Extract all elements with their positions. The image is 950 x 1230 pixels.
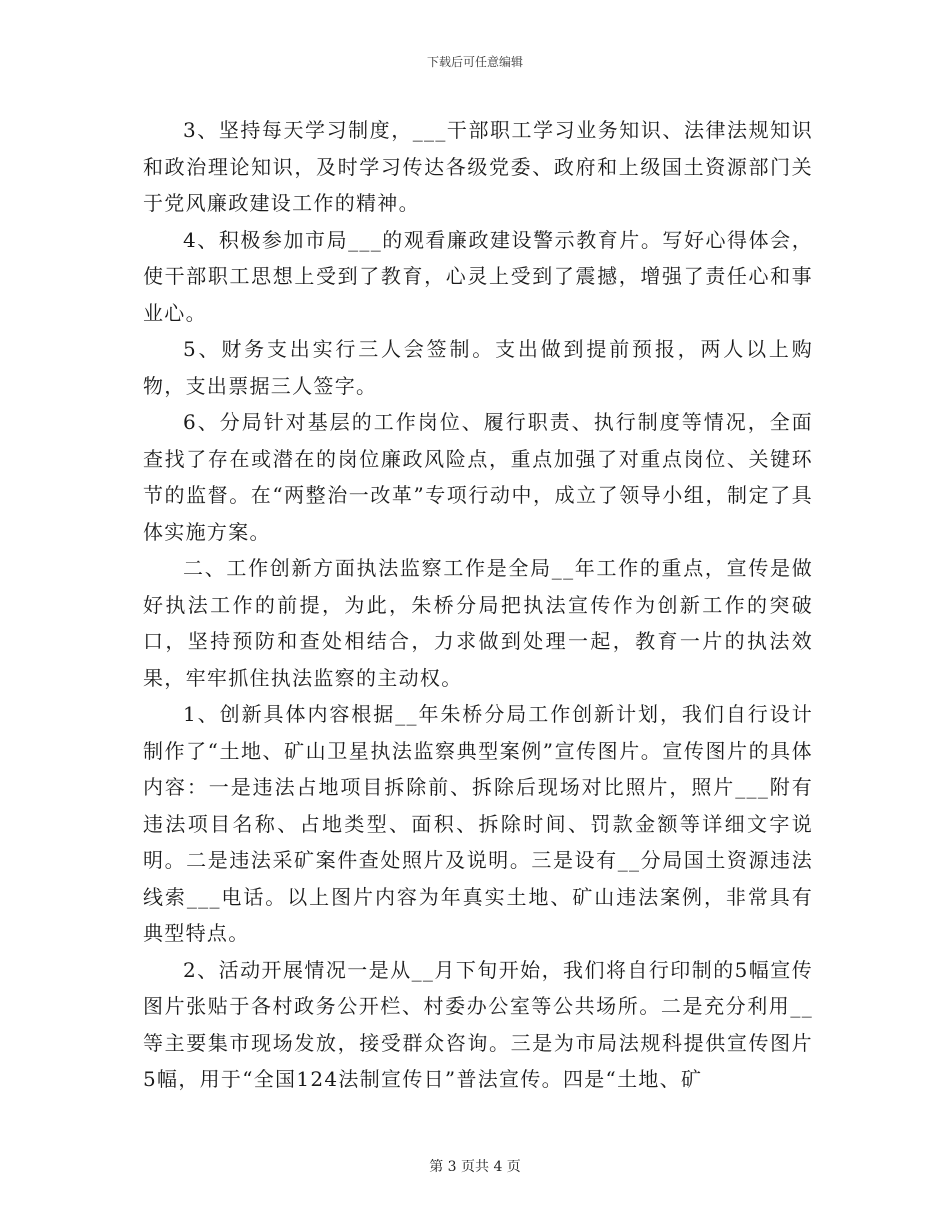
page-footer: 第 3 页共 4 页 xyxy=(429,1159,521,1175)
paragraph: 2、活动开展情况一是从__月下旬开始，我们将自行印制的5幅宣传图片张贴于各村政务公开栏、村委办公室等公共场所。二是充分利用__等主要集市现场发放，接受群众咨询。三是为市局法规科提供宣传图片5幅，用于“全国124法制宣传日”普法宣传。四是“土地、矿 xyxy=(143,957,813,1091)
paragraph: 4、积极参加市局___的观看廉政建设警示教育片。写好心得体会，使干部职工思想上受到了教育，心灵上受到了震撼，增强了责任心和事业心。 xyxy=(143,227,813,325)
paragraph: 二、工作创新方面执法监察工作是全局__年工作的重点，宣传是做好执法工作的前提，为此，朱桥分局把执法宣传作为创新工作的突破口，坚持预防和查处相结合，力求做到处理一起，教育一片的执法效果，牢牢抓住执法监察的主动权。 xyxy=(143,556,813,690)
paragraph: 5、财务支出实行三人会签制。支出做到提前预报，两人以上购物，支出票据三人签字。 xyxy=(143,337,813,398)
paragraph: 3、坚持每天学习制度，___干部职工学习业务知识、法律法规知识和政治理论知识，及时学习传达各级党委、政府和上级国土资源部门关于党风廉政建设工作的精神。 xyxy=(143,118,813,215)
document-body xyxy=(143,112,813,1098)
page-header: 下载后可任意编辑 xyxy=(426,55,523,69)
paragraph: 6、分局针对基层的工作岗位、履行职责、执行制度等情况，全面查找了存在或潜在的岗位廉政风险点，重点加强了对重点岗位、关键环节的监督。在“两整治一改革”专项行动中，成立了领导小组，制定了具体实施方案。 xyxy=(143,410,813,544)
paragraph: 1、创新具体内容根据__年朱桥分局工作创新计划，我们自行设计制作了“土地、矿山卫星执法监察典型案例”宣传图片。宣传图片的具体内容：一是违法占地项目拆除前、拆除后现场对比照片，照片___附有违法项目名称、占地类型、面积、拆除时间、罚款金额等详细文字说明。二是违法采矿案件查处照片及说明。三是设有__分局国土资源违法线索___电话。以上图片内容为年真实土地、矿山违法案例，非常具有典型特点。 xyxy=(143,702,813,945)
